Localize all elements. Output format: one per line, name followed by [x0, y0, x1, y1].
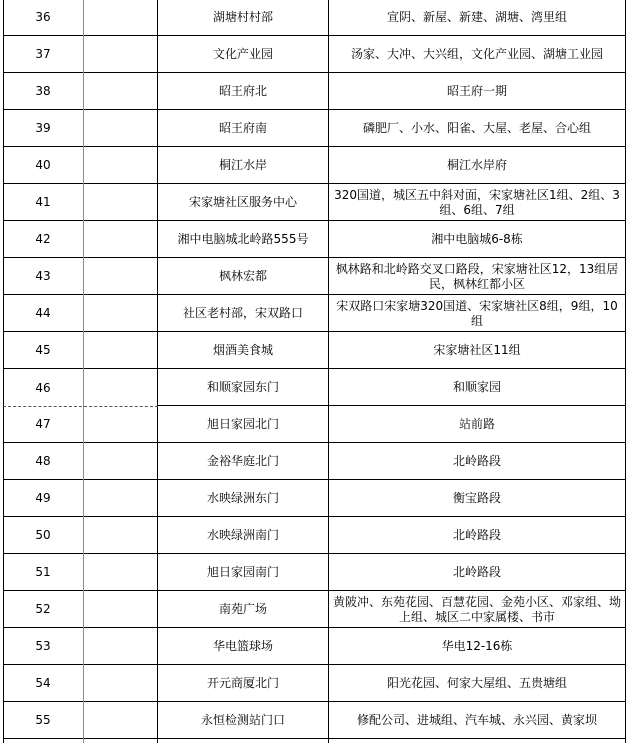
coverage-area: 站前路 [329, 407, 625, 443]
site-name: 旭日家园北门 [158, 407, 328, 443]
coverage-area: 北岭路段 [329, 444, 625, 480]
site-name: 金裕华庭北门 [158, 444, 328, 480]
blank-cell [84, 703, 157, 739]
row-number: 40 [3, 148, 83, 184]
site-name: 枫林宏都 [158, 259, 328, 295]
table-row [0, 37, 628, 74]
row-number: 43 [3, 259, 83, 295]
table-row [0, 296, 628, 333]
site-name: 烟酒美食城 [158, 333, 328, 369]
site-name: 昭王府北 [158, 74, 328, 110]
row-number: 46 [35, 380, 51, 395]
site-name: 宋家塘社区服务中心 [158, 185, 328, 221]
site-name: 水映绿洲南门 [158, 518, 328, 554]
row-number: 47 [3, 407, 83, 443]
row-number: 38 [3, 74, 83, 110]
coverage-area: 汤家、大冲、大兴组，文化产业园、湖塘工业园 [329, 37, 625, 73]
coverage-area: 桐江水岸府 [329, 148, 625, 184]
coverage-area: 衡宝路段 [329, 481, 625, 517]
site-name: 南苑广场 [158, 592, 328, 628]
blank-cell [84, 592, 157, 628]
blank-cell [84, 111, 157, 147]
coverage-area: 黄陂冲、东苑花园、百慧花园、金苑小区、邓家组、坳上组、城区二中家属楼、书市 [329, 592, 625, 628]
row-number: 44 [3, 296, 83, 332]
table-row [0, 629, 628, 666]
table-row [0, 407, 628, 444]
coverage-area: 阳光花园、何家大屋组、五贵塘组 [329, 666, 625, 702]
blank-cell [84, 629, 157, 665]
blank-cell [84, 185, 157, 221]
row-number: 50 [3, 518, 83, 554]
row-number: 41 [3, 185, 83, 221]
row-number: 42 [3, 222, 83, 258]
blank-cell [84, 37, 157, 73]
row-number: 36 [3, 0, 83, 36]
table-row [0, 555, 628, 592]
site-name: 社区老村部，宋双路口 [158, 296, 328, 332]
site-name: 昭王府南 [158, 111, 328, 147]
site-name: 湖塘村村部 [158, 0, 328, 36]
site-name: 文化产业园 [158, 37, 328, 73]
blank-cell [84, 555, 157, 591]
blank-cell [84, 0, 157, 36]
site-name: 湘中电脑城北岭路555号 [158, 222, 328, 258]
table-row [0, 703, 628, 740]
table-row [0, 518, 628, 555]
blank-cell [84, 74, 157, 110]
coverage-area: 北岭路段 [329, 555, 625, 591]
blank-cell [84, 222, 157, 258]
coverage-area: 宣阴、新屋、新建、湖塘、湾里组 [329, 0, 625, 36]
coverage-area: 湘中电脑城6-8栋 [329, 222, 625, 258]
table-row [0, 111, 628, 148]
row-number: 49 [3, 481, 83, 517]
row-number: 55 [3, 703, 83, 739]
blank-cell [84, 407, 157, 443]
row-number: 53 [3, 629, 83, 665]
blank-cell [84, 444, 157, 480]
site-name: 永恒检测站门口 [158, 703, 328, 739]
table-row [0, 666, 628, 703]
blank-cell [84, 481, 157, 517]
coverage-area: 320国道，城区五中斜对面，宋家塘社区1组、2组、3组、6组、7组 [329, 185, 625, 221]
blank-cell [84, 370, 157, 406]
coverage-area: 华电12-16栋 [329, 629, 625, 665]
site-name: 旭日家园南门 [158, 555, 328, 591]
blank-cell [84, 333, 157, 369]
row-number: 51 [3, 555, 83, 591]
table-row [0, 333, 628, 370]
coverage-area: 磷肥厂、小水、阳雀、大屋、老屋、合心组 [329, 111, 625, 147]
coverage-area: 宋双路口宋家塘320国道、宋家塘社区8组，9组，10组 [329, 296, 625, 332]
table-row [0, 370, 628, 407]
row-number: 45 [3, 333, 83, 369]
site-name: 桐江水岸 [158, 148, 328, 184]
table-row [0, 148, 628, 185]
table-row [0, 481, 628, 518]
blank-cell [84, 666, 157, 702]
row-number: 54 [3, 666, 83, 702]
blank-cell [84, 148, 157, 184]
coverage-area: 北岭路段 [329, 518, 625, 554]
site-name: 华电篮球场 [158, 629, 328, 665]
blank-cell [84, 518, 157, 554]
table-row [0, 592, 628, 629]
blank-cell [84, 296, 157, 332]
coverage-area: 宋家塘社区11组 [329, 333, 625, 369]
table-row [0, 444, 628, 481]
row-number: 37 [3, 37, 83, 73]
row-number: 52 [3, 592, 83, 628]
row-number: 39 [3, 111, 83, 147]
site-name: 开元商厦北门 [158, 666, 328, 702]
table-row [0, 74, 628, 111]
coverage-area: 枫林路和北岭路交叉口路段，宋家塘社区12，13组居民，枫林红都小区 [329, 259, 625, 295]
coverage-area: 修配公司、进城组、汽车城、永兴园、黄家坝 [329, 703, 625, 739]
row-number: 48 [3, 444, 83, 480]
coverage-area: 和顺家园 [329, 370, 625, 406]
table-row [0, 222, 628, 259]
coverage-area: 昭王府一期 [329, 74, 625, 110]
table-row [0, 0, 628, 37]
blank-cell [84, 259, 157, 295]
table-row [0, 259, 628, 296]
table-row [0, 185, 628, 222]
site-name: 水映绿洲东门 [158, 481, 328, 517]
site-name: 和顺家园东门 [158, 370, 328, 406]
